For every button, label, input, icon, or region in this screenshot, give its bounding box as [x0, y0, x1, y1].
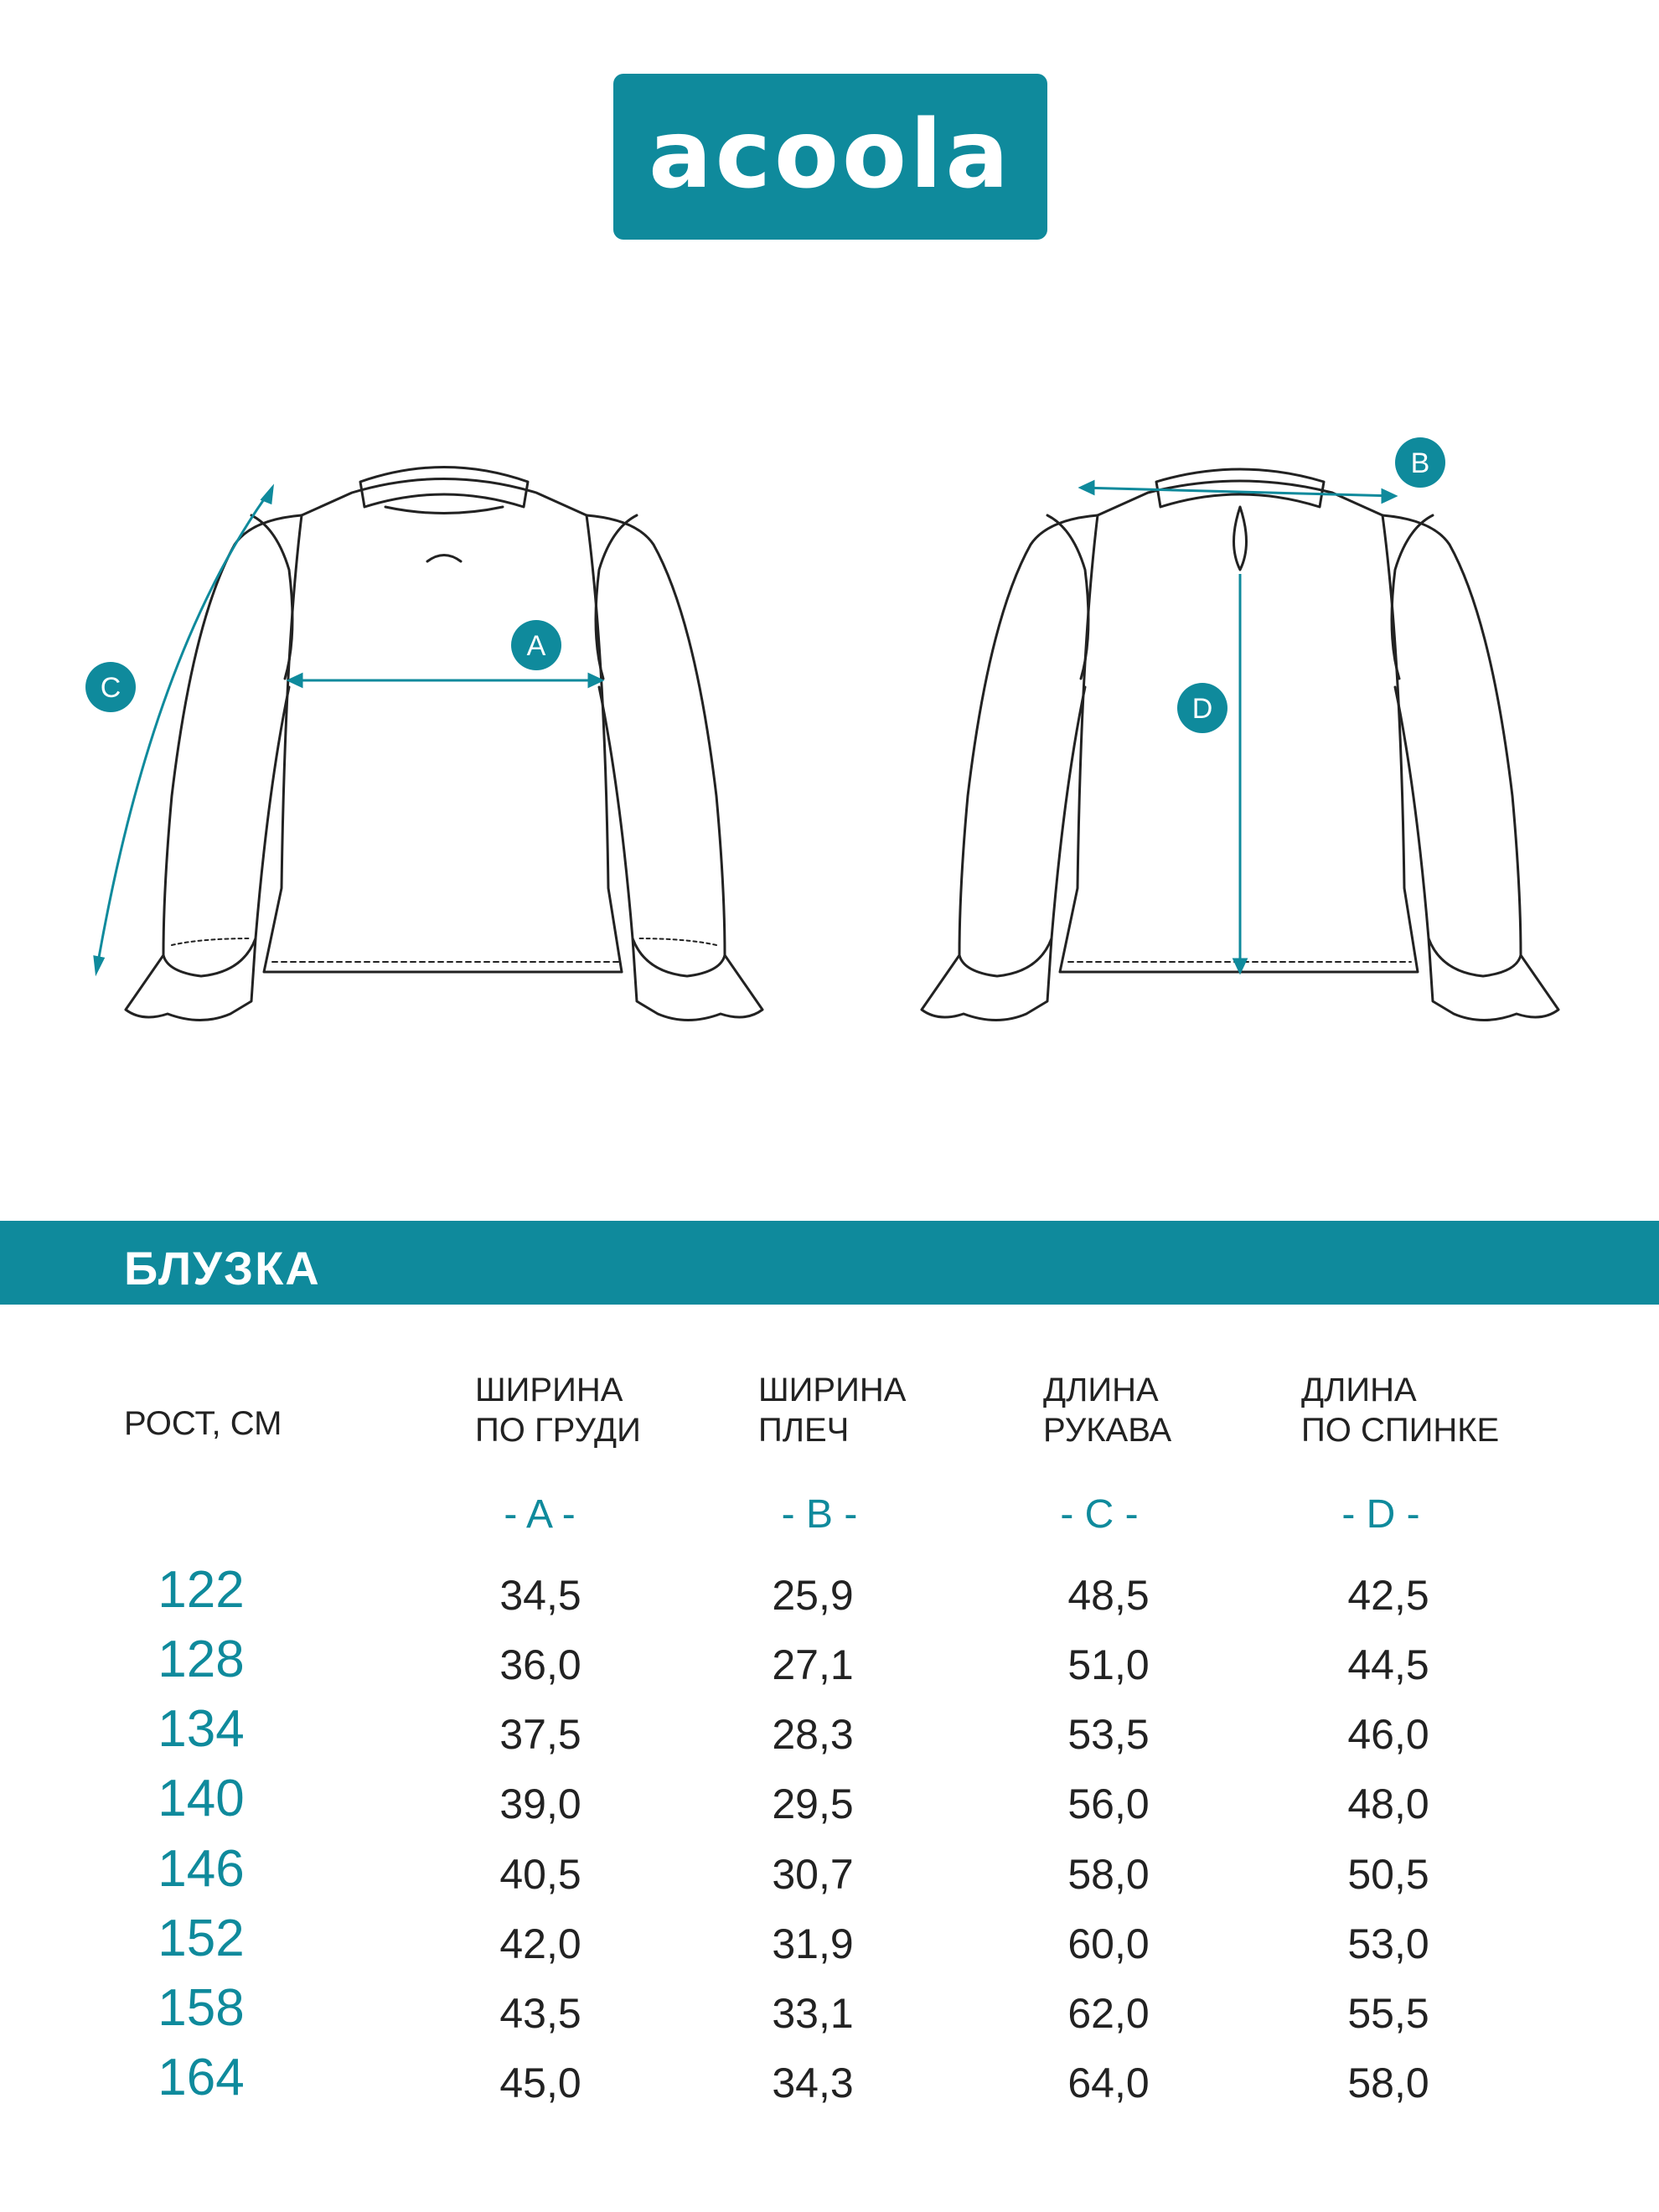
cell-c: 58,0: [1067, 1851, 1150, 1898]
cell-a: 42,0: [499, 1920, 581, 1967]
brand-logo: [613, 74, 1047, 240]
svg-text:C: C: [100, 672, 121, 704]
cell-a: 37,5: [499, 1711, 581, 1758]
col-c-letter: - C -: [1060, 1492, 1139, 1537]
size-header: РОСТ, СМ: [124, 1405, 282, 1442]
row-size: 152: [158, 1910, 245, 1967]
cell-c: 53,5: [1067, 1711, 1150, 1758]
col-d-line2: ПО СПИНКЕ: [1301, 1412, 1500, 1449]
cell-d: 48,0: [1347, 1780, 1429, 1827]
row-size: 134: [158, 1700, 245, 1758]
front-view: [126, 468, 762, 1021]
svg-text:B: B: [1410, 447, 1430, 479]
cell-c: 60,0: [1067, 1920, 1150, 1967]
col-a-letter: - A -: [504, 1492, 576, 1537]
svg-text:D: D: [1191, 693, 1213, 725]
col-b-line1: ШИРИНА: [758, 1372, 907, 1408]
cell-d: 55,5: [1347, 1990, 1429, 2037]
cell-d: 58,0: [1347, 2060, 1429, 2106]
cell-d: 46,0: [1347, 1711, 1429, 1758]
cell-a: 39,0: [499, 1780, 581, 1827]
cell-b: 33,1: [772, 1990, 854, 2037]
garment-diagram: [0, 436, 1659, 1072]
logo-text: acoola: [649, 101, 1012, 209]
cell-a: 40,5: [499, 1851, 581, 1898]
section-band: [0, 1221, 1659, 1305]
cell-a: 34,5: [499, 1572, 581, 1619]
marker-d: [1177, 683, 1227, 733]
col-b-letter: - B -: [781, 1492, 858, 1537]
cell-b: 34,3: [772, 2060, 854, 2106]
cell-a: 45,0: [499, 2060, 581, 2106]
cell-d: 42,5: [1347, 1572, 1429, 1619]
row-size: 128: [158, 1631, 245, 1688]
marker-a: [511, 620, 561, 670]
logo-wordmark: [613, 74, 1047, 240]
cell-b: 27,1: [772, 1641, 854, 1688]
col-d-line1: ДЛИНА: [1301, 1372, 1417, 1408]
row-size: 158: [158, 1979, 245, 2037]
section-title: БЛУЗКА: [124, 1242, 321, 1295]
cell-d: 53,0: [1347, 1920, 1429, 1967]
col-a-line1: ШИРИНА: [475, 1372, 623, 1408]
row-size: 140: [158, 1770, 245, 1827]
col-d-letter: - D -: [1341, 1492, 1420, 1537]
row-size: 122: [158, 1561, 245, 1619]
cell-c: 48,5: [1067, 1572, 1150, 1619]
cell-d: 44,5: [1347, 1641, 1429, 1688]
cell-c: 56,0: [1067, 1780, 1150, 1827]
row-size: 146: [158, 1840, 245, 1898]
cell-b: 25,9: [772, 1572, 854, 1619]
cell-c: 51,0: [1067, 1641, 1150, 1688]
cell-b: 28,3: [772, 1711, 854, 1758]
row-size: 164: [158, 2049, 245, 2106]
col-b-line2: ПЛЕЧ: [758, 1412, 850, 1449]
cell-a: 36,0: [499, 1641, 581, 1688]
cell-c: 62,0: [1067, 1990, 1150, 2037]
measure-line-c: [96, 488, 272, 972]
cell-b: 29,5: [772, 1780, 854, 1827]
marker-b: [1395, 437, 1445, 488]
cell-b: 30,7: [772, 1851, 854, 1898]
cell-d: 50,5: [1347, 1851, 1429, 1898]
cell-a: 43,5: [499, 1990, 581, 2037]
cell-b: 31,9: [772, 1920, 854, 1967]
cell-c: 64,0: [1067, 2060, 1150, 2106]
marker-c: [85, 662, 136, 712]
col-a-line2: ПО ГРУДИ: [475, 1412, 641, 1449]
col-c-line1: ДЛИНА: [1043, 1372, 1159, 1408]
svg-text:A: A: [526, 630, 546, 662]
col-c-line2: РУКАВА: [1043, 1412, 1172, 1449]
